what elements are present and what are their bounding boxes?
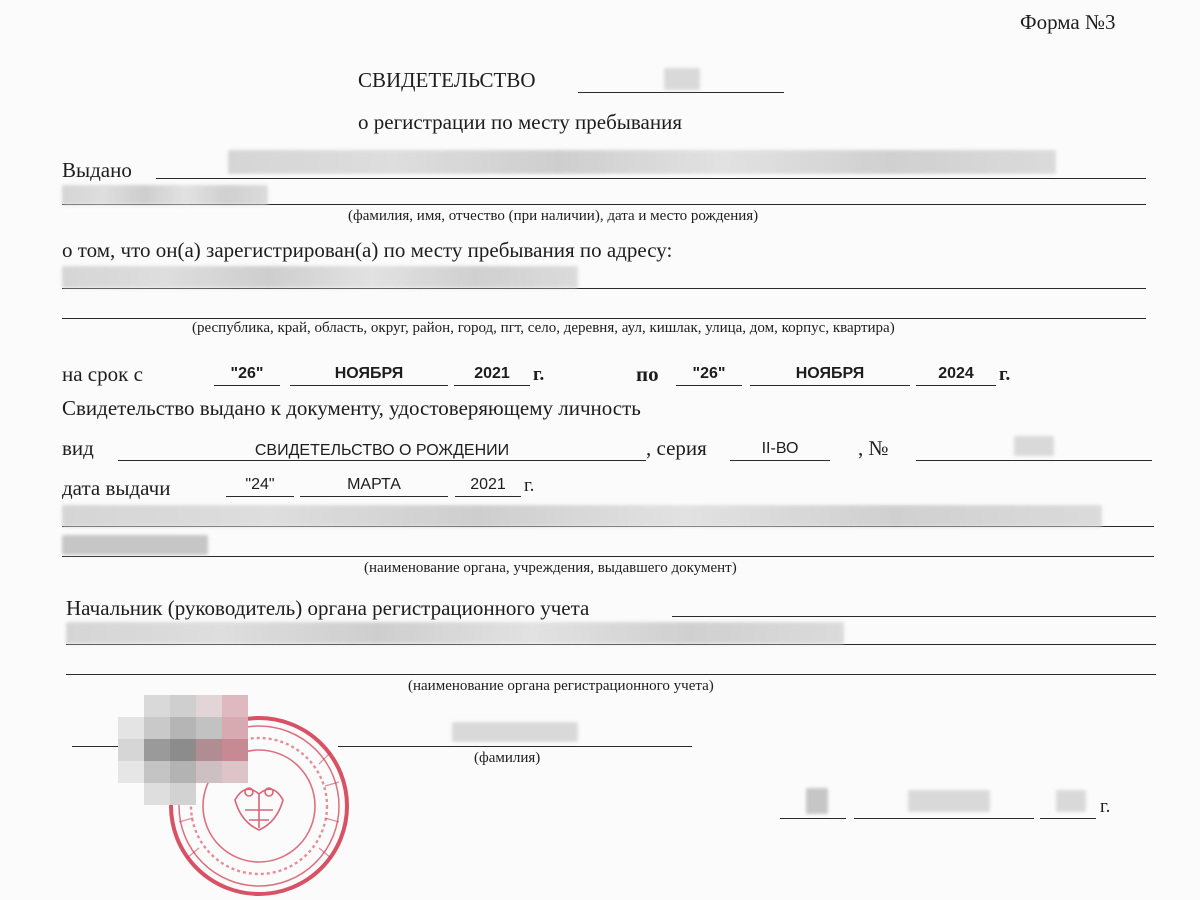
term-to-month-line <box>750 385 910 386</box>
registration-head-label: Начальник (руководитель) органа регистрационного учета <box>66 596 590 620</box>
address-caption: (республика, край, область, округ, район, город, пгт, село, деревня, аул, кишлак, улица, дом, корпус, квартира) <box>192 320 895 336</box>
term-to-year-suffix: г. <box>999 364 1011 385</box>
redacted-registration-authority <box>66 622 844 644</box>
issuing-authority-caption: (наименование органа, учреждения, выдавшего документ) <box>364 560 737 576</box>
term-from-day-line <box>214 385 280 386</box>
sign-date-year-suffix: г. <box>1100 796 1111 817</box>
issue-year-suffix: г. <box>524 475 535 496</box>
redacted-sign-year <box>1056 790 1086 812</box>
issue-date-label: дата выдачи <box>62 476 171 500</box>
term-to-month: НОЯБРЯ <box>795 365 865 382</box>
document-type-label: вид <box>62 436 94 460</box>
term-from-year: 2021 <box>474 365 510 382</box>
document-series-line <box>730 460 830 461</box>
redacted-issuing-authority-tail <box>62 535 208 555</box>
redacted-certificate-number <box>664 68 700 90</box>
redacted-issuing-authority <box>62 505 1102 527</box>
address-label: о том, что он(а) зарегистрирован(а) по месту пребывания по адресу: <box>62 238 673 262</box>
term-from-year-line <box>454 385 530 386</box>
redacted-signature <box>118 695 248 805</box>
issue-month: МАРТА <box>347 476 401 493</box>
document-type-value: СВИДЕТЕЛЬСТВО О РОЖДЕНИИ <box>254 442 510 459</box>
document-series-value: II-ВО <box>761 440 799 457</box>
issue-year-line <box>455 496 521 497</box>
certificate-number-line <box>578 92 784 93</box>
registration-head-line-3 <box>66 674 1156 675</box>
surname-line <box>338 746 692 747</box>
term-from-label: на срок с <box>62 362 143 386</box>
issue-day-line <box>226 496 294 497</box>
document-number-line <box>916 460 1152 461</box>
document-number-label: , № <box>858 436 889 460</box>
issued-to-line-1 <box>156 178 1146 179</box>
address-line-2 <box>62 318 1146 319</box>
sign-date-year-line <box>1040 818 1096 819</box>
redacted-document-number <box>1014 436 1054 456</box>
form-number: Форма №3 <box>1020 10 1116 34</box>
issuing-authority-line-2 <box>62 556 1154 557</box>
issued-to-label: Выдано <box>62 158 132 182</box>
sign-date-month-line <box>854 818 1034 819</box>
registration-head-line-2 <box>66 644 1156 645</box>
surname-caption: (фамилия) <box>474 750 541 766</box>
document-intro: Свидетельство выдано к документу, удостоверяющему личность <box>62 396 641 420</box>
document-type-line <box>118 460 646 461</box>
term-from-month-line <box>290 385 448 386</box>
term-from-day: "26" <box>230 365 264 382</box>
term-to-day: "26" <box>692 365 726 382</box>
registration-head-line-1 <box>672 616 1156 617</box>
document-title: СВИДЕТЕЛЬСТВО <box>358 68 536 92</box>
issue-year: 2021 <box>470 476 506 493</box>
term-to-year: 2024 <box>938 365 974 382</box>
redacted-person-name <box>228 150 1056 174</box>
redacted-address <box>62 266 578 288</box>
term-from-month: НОЯБРЯ <box>334 365 404 382</box>
sign-date-day-line <box>780 818 846 819</box>
redacted-surname <box>452 722 578 742</box>
issue-month-line <box>300 496 448 497</box>
term-from-year-suffix: г. <box>533 364 545 385</box>
term-to-label: по <box>636 362 659 386</box>
issued-to-caption: (фамилия, имя, отчество (при наличии), дата и место рождения) <box>348 208 759 224</box>
redacted-birth-info <box>62 185 268 205</box>
issue-day: "24" <box>245 476 275 493</box>
address-line-1 <box>62 288 1146 289</box>
redacted-sign-day <box>806 788 828 814</box>
document-subtitle: о регистрации по месту пребывания <box>358 110 683 134</box>
term-to-day-line <box>676 385 742 386</box>
registration-head-caption: (наименование органа регистрационного учета) <box>408 678 714 694</box>
document-series-label: , серия <box>646 436 707 460</box>
redacted-sign-month <box>908 790 990 812</box>
term-to-year-line <box>916 385 996 386</box>
